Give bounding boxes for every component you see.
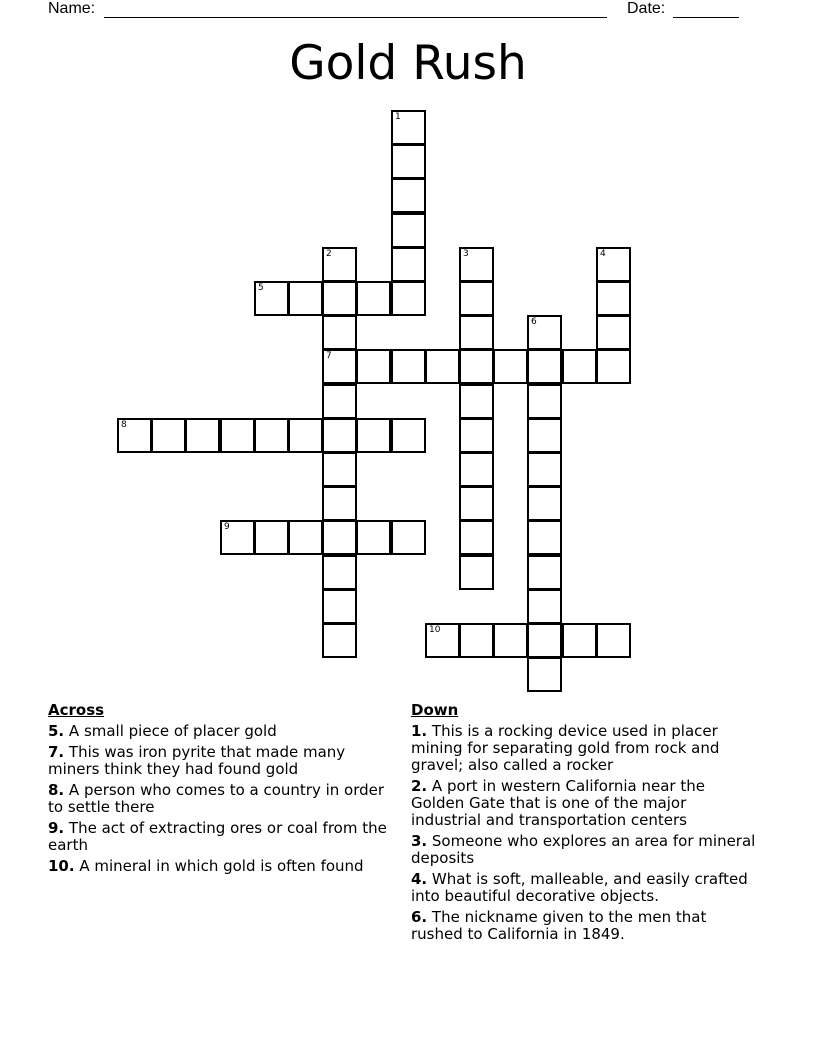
- grid-cell[interactable]: [527, 349, 562, 384]
- grid-cell[interactable]: [459, 555, 494, 590]
- grid-cell[interactable]: [185, 418, 220, 453]
- grid-cell[interactable]: [425, 623, 460, 658]
- grid-cell[interactable]: [459, 349, 494, 384]
- grid-cell[interactable]: [527, 623, 562, 658]
- grid-cell[interactable]: [288, 520, 323, 555]
- grid-cell[interactable]: [391, 281, 426, 316]
- clue-number: 2: [326, 249, 332, 259]
- grid-cell[interactable]: [459, 623, 494, 658]
- grid-cell[interactable]: [322, 555, 357, 590]
- clue-number: 10: [429, 625, 441, 635]
- clue-number: 8: [121, 420, 127, 430]
- grid-cell[interactable]: [391, 418, 426, 453]
- clue-across-7: 7. This was iron pyrite that made many miners think they had found gold: [48, 743, 346, 778]
- grid-cell[interactable]: [254, 418, 289, 453]
- grid-cell[interactable]: [459, 315, 494, 350]
- grid-cell[interactable]: [220, 520, 255, 555]
- grid-cell[interactable]: [391, 349, 426, 384]
- grid-cell[interactable]: [425, 349, 460, 384]
- grid-cell[interactable]: [322, 418, 357, 453]
- across-heading: Across: [48, 701, 105, 719]
- grid-cell[interactable]: [322, 452, 357, 487]
- clue-down-6: 6. The nickname given to the men that rushed to California in 1849.: [411, 908, 707, 943]
- grid-cell[interactable]: [322, 486, 357, 521]
- grid-cell[interactable]: [596, 315, 631, 350]
- grid-cell[interactable]: [527, 452, 562, 487]
- grid-cell[interactable]: [356, 520, 391, 555]
- grid-cell[interactable]: [493, 623, 528, 658]
- grid-cell[interactable]: [288, 281, 323, 316]
- grid-cell[interactable]: [322, 281, 357, 316]
- down-heading: Down: [411, 701, 459, 719]
- grid-cell[interactable]: [254, 281, 289, 316]
- grid-cell[interactable]: [493, 349, 528, 384]
- grid-cell[interactable]: [596, 623, 631, 658]
- grid-cell[interactable]: [151, 418, 186, 453]
- grid-cell[interactable]: [391, 178, 426, 213]
- grid-cell[interactable]: [596, 281, 631, 316]
- clue-number: 5: [258, 283, 264, 293]
- grid-cell[interactable]: [527, 418, 562, 453]
- grid-cell[interactable]: [527, 555, 562, 590]
- grid-cell[interactable]: [459, 520, 494, 555]
- grid-cell[interactable]: [322, 384, 357, 419]
- name-label: Name:: [48, 0, 96, 17]
- grid-cell[interactable]: [391, 520, 426, 555]
- grid-cell[interactable]: [527, 657, 562, 692]
- grid-cell[interactable]: [322, 589, 357, 624]
- grid-cell[interactable]: [322, 349, 357, 384]
- clue-down-4: 4. What is soft, malleable, and easily crafted into beautiful decorative objects.: [411, 870, 748, 905]
- clue-down-3: 3. Someone who explores an area for mineral deposits: [411, 832, 756, 867]
- grid-cell[interactable]: [527, 315, 562, 350]
- grid-cell[interactable]: [356, 349, 391, 384]
- grid-cell[interactable]: [562, 349, 597, 384]
- grid-cell[interactable]: [527, 486, 562, 521]
- clue-number: 3: [463, 249, 469, 259]
- grid-cell[interactable]: [562, 623, 597, 658]
- grid-cell[interactable]: [391, 144, 426, 179]
- grid-cell[interactable]: [322, 520, 357, 555]
- grid-cell[interactable]: [527, 520, 562, 555]
- grid-cell[interactable]: [459, 418, 494, 453]
- grid-cell[interactable]: [459, 281, 494, 316]
- grid-cell[interactable]: [391, 247, 426, 282]
- grid-cell[interactable]: [459, 452, 494, 487]
- grid-cell[interactable]: [117, 418, 152, 453]
- down-clues: [411, 702, 756, 947]
- date-label: Date:: [627, 0, 666, 17]
- clue-across-8: 8. A person who comes to a country in order to settle there: [48, 781, 385, 816]
- clue-number: 1: [395, 112, 401, 122]
- clue-number: 7: [326, 351, 332, 361]
- across-clues: [48, 702, 393, 879]
- grid-cell[interactable]: [288, 418, 323, 453]
- grid-cell[interactable]: [391, 110, 426, 145]
- clue-across-10: 10. A mineral in which gold is often found: [48, 857, 364, 875]
- grid-cell[interactable]: [322, 247, 357, 282]
- grid-cell[interactable]: [459, 384, 494, 419]
- grid-cell[interactable]: [254, 520, 289, 555]
- grid-cell[interactable]: [527, 384, 562, 419]
- grid-cell[interactable]: [391, 213, 426, 248]
- grid-cell[interactable]: [322, 315, 357, 350]
- grid-cell[interactable]: [596, 247, 631, 282]
- clue-across-5: 5. A small piece of placer gold: [48, 722, 277, 740]
- clue-across-9: 9. The act of extracting ores or coal from the earth: [48, 819, 387, 854]
- grid-cell[interactable]: [220, 418, 255, 453]
- grid-cell[interactable]: [322, 623, 357, 658]
- grid-cell[interactable]: [459, 247, 494, 282]
- grid-cell[interactable]: [459, 486, 494, 521]
- puzzle-title: Gold Rush: [289, 36, 527, 91]
- grid-cell[interactable]: [596, 349, 631, 384]
- clue-number: 4: [600, 249, 606, 259]
- grid-cell[interactable]: [527, 589, 562, 624]
- clue-down-2: 2. A port in western California near the Golden Gate that is one of the major industrial and transportation centers: [411, 777, 705, 829]
- clue-number: 6: [531, 317, 537, 327]
- grid-cell[interactable]: [356, 418, 391, 453]
- clue-down-1: 1. This is a rocking device used in placer mining for separating gold from rock and gravel; also called a rocker: [411, 722, 720, 774]
- grid-cell[interactable]: [356, 281, 391, 316]
- clue-number: 9: [224, 522, 230, 532]
